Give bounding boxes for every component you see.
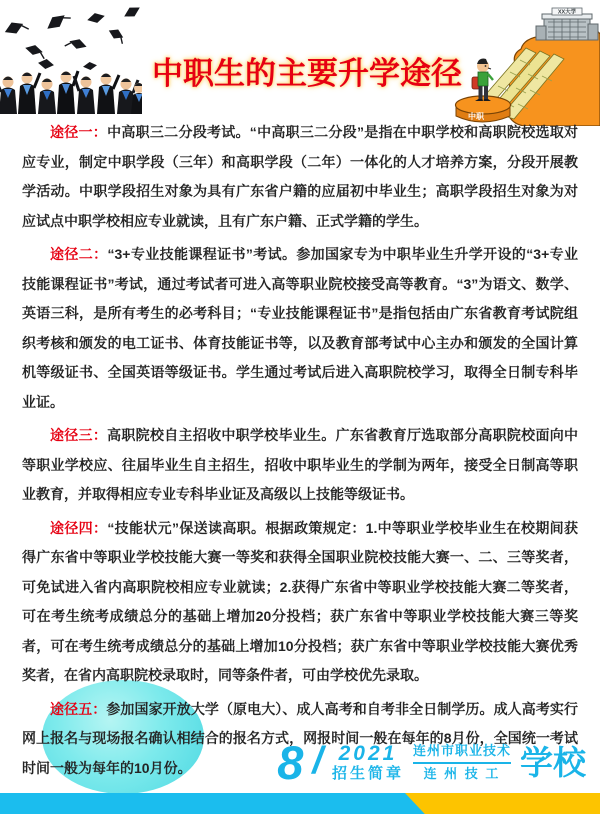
school-name-line2: 连 州 技 工 [423,765,501,781]
pathway-1-label: 途径一： [50,124,108,140]
pathway-5-text: 参加国家开放大学（原电大）、成人高考和自考非全日制学历。成人高考实行网上报名与现场报名确认相结合的报名方式，网报时间一般在每年的8月份，全国统一考试时间一般为每年的10月份。 [22,700,579,776]
university-building-icon [536,8,598,40]
footer [277,736,586,789]
pedestal-label: 中职 [468,112,484,121]
pathway-2-paragraph [22,240,578,417]
school-suffix: 学校 [520,744,586,781]
school-name-line1: 连州市职业技术 [413,743,511,763]
page-title: 中职生的主要升学途径 [152,56,462,91]
pathway-2-text: “3+专业技能课程证书”考试。参加国家专为中职毕业生升学开设的“3+专业技能课程证书”考试，通过考试者可进入高等职业院校接受高等教育。“3”为语文、数学、英语三科，是所有考生的必考科目；“专业技能课程证书”是指包括由广东省教育考试院组织考核和颁发的电工证书、体育技能证书等，以及教育部考试中心主办和颁发的全国计算机等级证书、全国英语等级证书。学生通过考试后进入高职院校学习，取得全日制专科毕业证。 [22,246,578,410]
brochure-label: 招生简章 [331,765,404,783]
graduates-photo [0,6,142,114]
pathway-5-label: 途径五： [50,700,107,717]
pathway-1-paragraph [22,118,578,236]
pathway-4-text: “技能状元”保送读高职。根据政策规定：1.中等职业学校毕业生在校期间获得广东省中等职业学校技能大赛一等奖和获得全国职业院校技能大赛一、二、三等奖者，可免试进入省内高职院校相应专业就读；2.获得广东省中等职业学校技能大赛二等奖者，可在考生统考成绩总分的基础上增加20分投档；获广东省中等职业学校技能大赛三等奖者，可在考生统考成绩总分的基础上增加10分投档；获广东省中等职业学校技能大赛优秀奖者，在省内高职院校录取时，同等条件者，可由学校优先录取。 [22,519,578,683]
pathway-3-paragraph [22,421,578,510]
pathway-3-text: 高职院校自主招收中职学校毕业生。广东省教育厅选取部分高职院校面向中等职业学校应、往届毕业生自主招生，招收中职毕业生的学制为两年，接受全日制高等职业教育，并取得相应专业专科毕业证及高级以上技能等级证书。 [22,427,579,502]
pathway-4-label: 途径四： [50,519,108,536]
pathway-cartoon [452,4,600,126]
pathways-text-block [22,118,578,787]
brochure-year: 2021 [338,741,398,765]
pathway-3-label: 途径三： [50,427,108,443]
page-number: 8 [277,736,304,789]
pathway-1-text: 中高职三二分段考试。“中高职三二分段”是指在中职学校和高职院校选取对应专业，制定中职学段（三年）和高职学段（二年）一体化的人才培养方案，分段开展教学活动。中职学段招生对象为具有广东省户籍的应届初中毕业生；高职学段招生对象为对应试点中职学校相应专业就读，且有广东户籍、正式学籍的学生。 [22,124,579,229]
flying-caps-icon [2,6,142,71]
pathway-4-paragraph [22,514,578,691]
building-label: XX大学 [557,9,577,16]
year-block [332,742,404,783]
footer-slash: / [312,739,323,782]
school-name-block [413,743,511,782]
pathway-2-label: 途径二： [50,246,108,262]
graduates-row-icon [0,71,142,114]
